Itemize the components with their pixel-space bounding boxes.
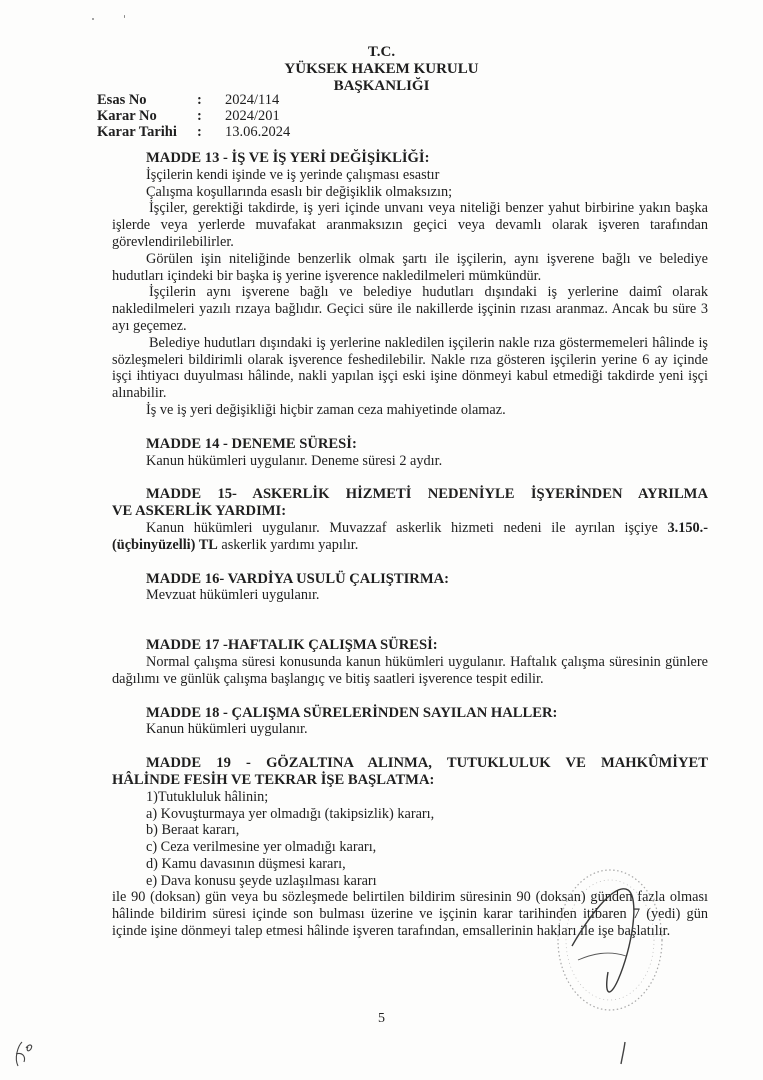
meta-label: Karar Tarihi bbox=[97, 124, 177, 140]
paragraph: Kanun hükümleri uygulanır. bbox=[146, 721, 308, 738]
meta-value: 2024/201 bbox=[225, 108, 280, 124]
text-run: Kanun hükümleri uygulanır. Muvazzaf askerlik hizmeti nedeni ile ayrılan işçiye bbox=[146, 519, 668, 536]
paragraph bbox=[112, 520, 708, 554]
meta-label: Karar No bbox=[97, 108, 157, 124]
paragraph: ile 90 (doksan) gün veya bu sözleşmede belirtilen bildirim süresinin 90 (doksan) günden fazla olması hâlinde bildirim süresi içinde son bulması üzerine ve işçinin karar tarihinden itibaren 7 (yedi) gün içinde işine dönmeyi talep etmesi hâlinde işveren tarafından, emsallerinin hakları ile işe başlatılır. bbox=[112, 889, 708, 940]
header-line-institution: YÜKSEK HAKEM KURULU bbox=[284, 61, 479, 77]
paragraph: Görülen işin niteliğinde benzerlik olmak şartı ile işçilerin, aynı işverene bağlı ve belediye hudutları içindeki bir başka iş yerine işverence nakledilmeleri mümkündür. bbox=[112, 250, 708, 284]
article-17 bbox=[112, 637, 708, 687]
scan-speck bbox=[92, 18, 94, 20]
article-heading: MADDE 15- ASKERLİK HİZMETİ NEDENİYLE İŞYERİNDEN AYRILMA bbox=[146, 486, 708, 503]
list-item: c) Ceza verilmesine yer olmadığı kararı, bbox=[146, 839, 377, 856]
stamp-ring-inner bbox=[566, 880, 654, 1000]
article-heading: MADDE 19 - GÖZALTINA ALINMA, TUTUKLULUK VE MAHKÛMİYET bbox=[146, 755, 708, 772]
spacer bbox=[112, 554, 708, 571]
article-heading: MADDE 18 - ÇALIŞMA SÜRELERİNDEN SAYILAN HALLER: bbox=[146, 704, 558, 721]
article-heading: MADDE 14 - DENEME SÜRESİ: bbox=[146, 435, 357, 452]
meta-value: 13.06.2024 bbox=[225, 124, 291, 140]
spacer bbox=[112, 688, 708, 705]
meta-row-karar-tarihi bbox=[97, 124, 290, 140]
list-item: a) Kovuşturmaya yer olmadığı (takipsizlik) kararı, bbox=[146, 805, 435, 822]
initials-signature-right bbox=[618, 1040, 628, 1066]
signature-stroke bbox=[578, 953, 626, 960]
document-body bbox=[112, 150, 708, 940]
article-heading-cont: VE ASKERLİK YARDIMI: bbox=[112, 503, 287, 520]
list-item: b) Beraat kararı, bbox=[146, 822, 240, 839]
scan-speck bbox=[124, 15, 125, 18]
meta-row-karar-no bbox=[97, 108, 290, 124]
list-item: e) Dava konusu şeyde uzlaşılması kararı bbox=[146, 872, 377, 889]
meta-value: 2024/114 bbox=[225, 92, 280, 108]
spacer bbox=[112, 604, 708, 637]
paragraph: Mevzuat hükümleri uygulanır. bbox=[146, 587, 320, 604]
article-heading-cont: HÂLİNDE FESİH VE TEKRAR İŞE BAŞLATMA: bbox=[112, 771, 435, 788]
paragraph: Normal çalışma süresi konusunda kanun hükümleri uygulanır. Haftalık çalışma süresinin günlere dağılımı ve günlük çalışma başlangıç ve bitiş saatleri işverence tespit edilir. bbox=[112, 653, 708, 687]
official-stamp-signature bbox=[548, 868, 668, 1018]
meta-colon: : bbox=[197, 108, 202, 124]
article-16 bbox=[112, 571, 708, 605]
paragraph: Kanun hükümleri uygulanır. Deneme süresi 2 aydır. bbox=[146, 452, 443, 469]
case-metadata bbox=[97, 92, 290, 140]
article-heading: MADDE 13 - İŞ VE İŞ YERİ DEĞİŞİKLİĞİ: bbox=[146, 150, 430, 166]
article-18 bbox=[112, 705, 708, 739]
spacer bbox=[112, 469, 708, 486]
meta-colon: : bbox=[197, 92, 202, 108]
paragraph: Belediye hudutları dışındaki iş yerlerine nakledilen işçilerin nakle rıza göstermemeleri hâlinde iş sözleşmeleri bildirimli olarak işverence feshedilebilir. Nakle rıza gösteren işçilerin yerine 6 ay içinde işçi ihtiyacı duyulması hâlinde, nakli yapılan işçi eski işine dönmeyi kabul etmediği takdirde yeni işçi alınabilir. bbox=[112, 334, 708, 402]
amount: 3.150.- bbox=[667, 519, 708, 536]
paragraph: İş ve iş yeri değişikliği hiçbir zaman ceza mahiyetinde olamaz. bbox=[146, 401, 506, 418]
document-header bbox=[0, 44, 763, 95]
header-line-office: BAŞKANLIĞI bbox=[333, 78, 430, 94]
spacer bbox=[112, 419, 708, 436]
header-line-tc: T.C. bbox=[367, 44, 396, 60]
list-intro: 1)Tutukluluk hâlinin; bbox=[146, 788, 269, 805]
meta-label: Esas No bbox=[97, 92, 147, 108]
meta-colon: : bbox=[197, 124, 202, 140]
paragraph: İşçiler, gerektiği takdirde, iş yeri içinde unvanı veya niteliği benzer yahut birbirine yakın başka işlerde veya yerlerde muvafakat aranmaksızın geçici veya devamlı olarak işveren tarafından görevlendirilebilirler. bbox=[112, 200, 708, 250]
list-item: d) Kamu davasının düşmesi kararı, bbox=[146, 855, 346, 872]
page-number: 5 bbox=[378, 1011, 385, 1026]
initials-signature-left bbox=[12, 1038, 36, 1068]
paragraph: Çalışma koşullarında esaslı bir değişiklik olmaksızın; bbox=[146, 183, 453, 200]
spacer bbox=[112, 738, 708, 755]
stamp-ring bbox=[558, 870, 662, 1010]
article-14 bbox=[112, 436, 708, 470]
article-15 bbox=[112, 486, 708, 553]
text-run: askerlik yardımı yapılır. bbox=[217, 536, 359, 553]
article-heading: MADDE 16- VARDİYA USULÜ ÇALIŞTIRMA: bbox=[146, 570, 449, 587]
meta-row-esas bbox=[97, 92, 290, 108]
paragraph: İşçilerin kendi işinde ve iş yerinde çalışması esastır bbox=[146, 166, 440, 183]
paragraph: İşçilerin aynı işverene bağlı ve belediye hudutları dışındaki iş yerlerine daimî olarak nakledilmeleri yazılı rızaya bağlıdır. Geçici süre ile nakillerde işçinin rızası aranmaz. Ancak bu süre 3 ayı geçemez. bbox=[112, 284, 708, 334]
signature-stroke bbox=[572, 889, 634, 992]
article-13 bbox=[112, 150, 708, 419]
amount-words: (üçbinyüzelli) TL bbox=[112, 536, 218, 553]
article-heading: MADDE 17 -HAFTALIK ÇALIŞMA SÜRESİ: bbox=[146, 637, 438, 654]
